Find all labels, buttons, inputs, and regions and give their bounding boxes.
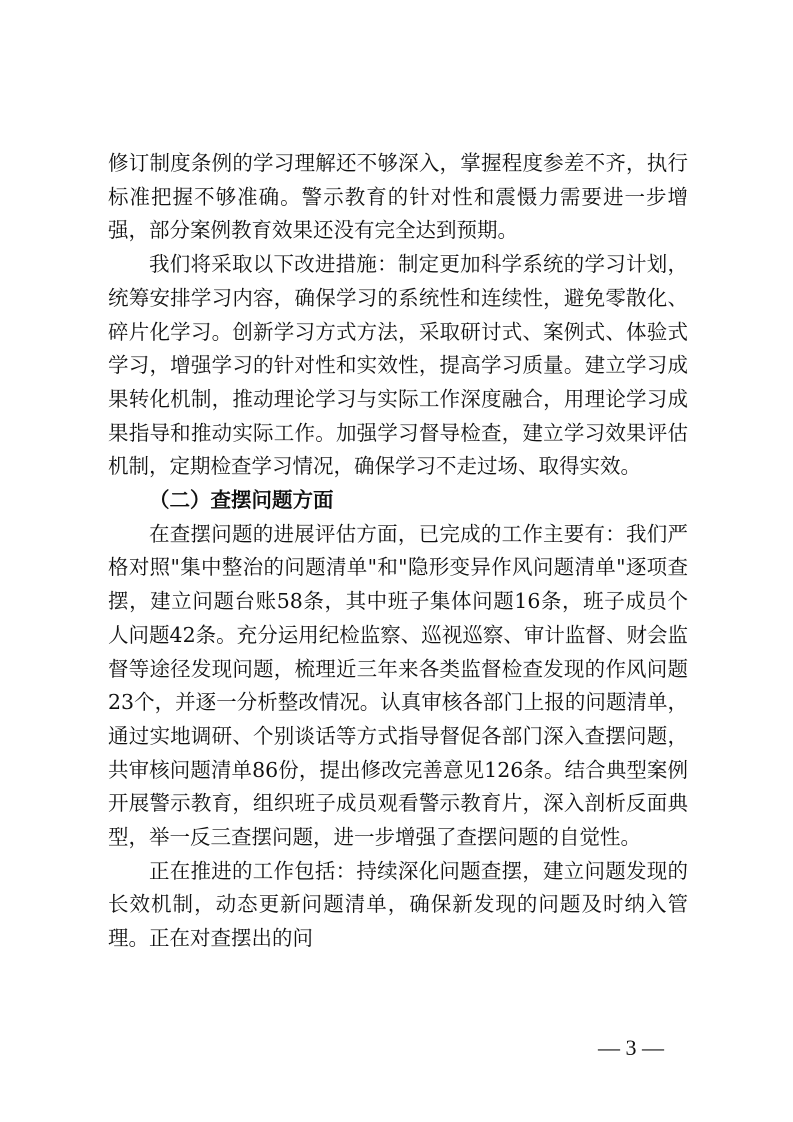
document-body — [108, 147, 688, 956]
paragraph-continuation: 修订制度条例的学习理解还不够深入，掌握程度参差不齐，执行标准把握不够准确。警示教育的针对性和震慑力需要进一步增强，部分案例教育效果还没有完全达到预期。 — [108, 151, 688, 243]
paragraph-improvement-measures: 我们将采取以下改进措施：制定更加科学系统的学习计划，统筹安排学习内容，确保学习的系统性和连续性，避免零散化、碎片化学习。创新学习方式方法，采取研讨式、案例式、体验式学习，增强学习的针对性和实效性，提高学习质量。建立学习成果转化机制，推动理论学习与实际工作深度融合，用理论学习成果指导和推动实际工作。加强学习督导检查，建立学习效果评估机制，定期检查学习情况，确保学习不走过场、取得实效。 — [108, 252, 688, 479]
paragraph-ongoing-work: 正在推进的工作包括：持续深化问题查摆，建立问题发现的长效机制，动态更新问题清单，确保新发现的问题及时纳入管理。正在对查摆出的问 — [108, 858, 688, 951]
page-number: — 3 — — [598, 1035, 664, 1060]
section-heading: （二）查摆问题方面 — [149, 488, 334, 513]
paragraph-problem-review-progress: 在查摆问题的进展评估方面，已完成的工作主要有：我们严格对照"集中整治的问题清单"和"隐形变异作风问题清单"逐项查摆，建立问题台账58条，其中班子集体问题16条，班子成员个人问题42条。充分运用纪检监察、巡视巡察、审计监督、财会监督等途径发现问题，梳理近三年来各类监督检查发现的作风问题23个，并逐一分析整改情况。认真审核各部门上报的问题清单，通过实地调研、个别谈话等方式指导督促各部门深入查摆问题，共审核问题清单86份，提出修改完善意见126条。结合典型案例开展警示教育，组织班子成员观看警示教育片，深入剖析反面典型，举一反三查摆问题，进一步增强了查摆问题的自觉性。 — [108, 521, 688, 850]
